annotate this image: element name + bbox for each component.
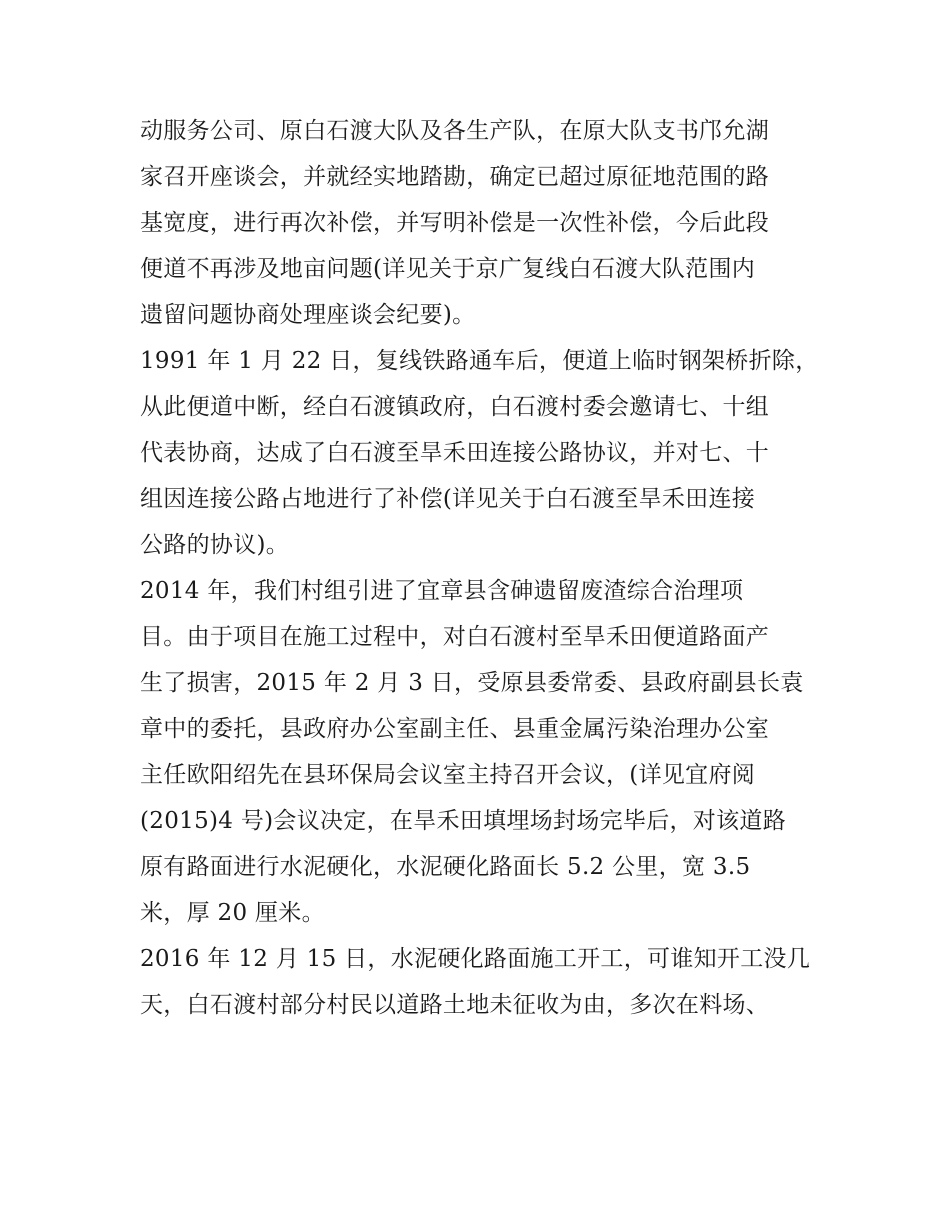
text-line: 原有路面进行水泥硬化，水泥硬化路面长 5.2 公里，宽 3.5 (140, 854, 751, 880)
text-line: 基宽度，进行再次补偿，并写明补偿是一次性补偿，今后此段 (140, 210, 770, 236)
text-line: 主任欧阳绍先在县环保局会议室主持召开会议，(详见宜府阅 (140, 762, 756, 788)
paragraph-4 (140, 936, 820, 1028)
text-line: (2015)4 号)会议决定，在旱禾田填埋场封场完毕后，对该道路 (140, 808, 786, 834)
paragraph-2 (140, 338, 820, 568)
text-line: 从此便道中断，经白石渡镇政府，白石渡村委会邀请七、十组 (140, 394, 770, 420)
text-line: 组因连接公路占地进行了补偿(详见关于白石渡至旱禾田连接 (140, 486, 756, 512)
text-line: 1991 年 1 月 22 日，复线铁路通车后，便道上临时钢架桥折除， (140, 348, 819, 374)
text-line: 动服务公司、原白石渡大队及各生产队，在原大队支书邝允湖 (140, 118, 770, 144)
text-line: 代表协商，达成了白石渡至旱禾田连接公路协议，并对七、十 (140, 440, 770, 466)
text-line: 章中的委托，县政府办公室副主任、县重金属污染治理办公室 (140, 716, 770, 742)
text-line: 米，厚 20 厘米。 (140, 900, 325, 926)
text-line: 天，白石渡村部分村民以道路土地未征收为由，多次在料场、 (140, 992, 770, 1018)
text-line: 家召开座谈会，并就经实地踏勘，确定已超过原征地范围的路 (140, 164, 770, 190)
text-line: 目。由于项目在施工过程中，对白石渡村至旱禾田便道路面产 (140, 624, 770, 650)
paragraph-3 (140, 568, 820, 936)
text-line: 便道不再涉及地亩问题(详见关于京广复线白石渡大队范围内 (140, 256, 756, 282)
text-line: 公路的协议)。 (140, 532, 290, 558)
text-line: 遗留问题协商处理座谈会纪要)。 (140, 302, 476, 328)
body-text (140, 108, 820, 1028)
text-line: 生了损害，2015 年 2 月 3 日，受原县委常委、县政府副县长袁 (140, 670, 804, 696)
text-line: 2016 年 12 月 15 日，水泥硬化路面施工开工，可谁知开工没几 (140, 946, 811, 972)
paragraph-1 (140, 108, 820, 338)
text-line: 2014 年，我们村组引进了宜章县含砷遗留废渣综合治理项 (140, 578, 744, 604)
